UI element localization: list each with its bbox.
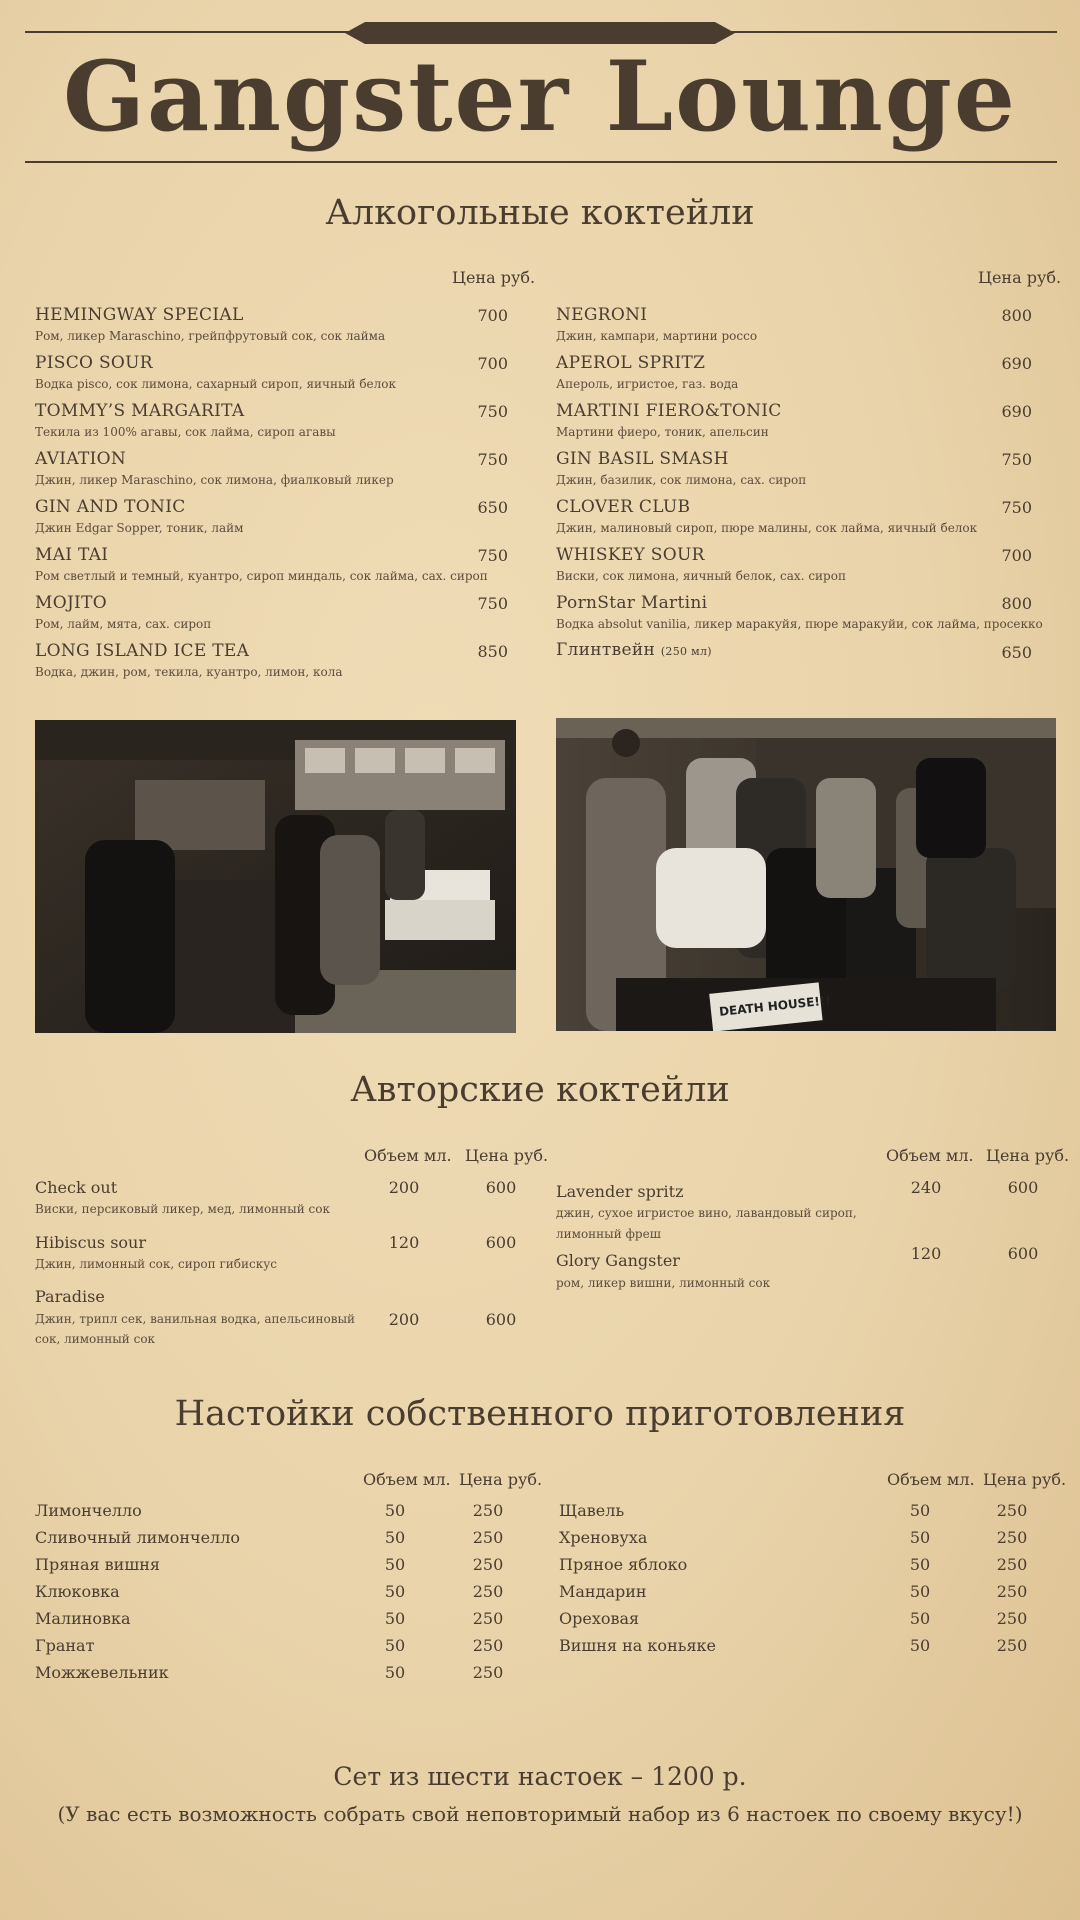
- menu-item-price: 690: [1001, 402, 1032, 421]
- menu-item-name: GIN BASIL SMASH: [556, 449, 729, 469]
- tincture-volume: 50: [909, 1501, 931, 1520]
- tincture-volume: 50: [384, 1663, 406, 1682]
- menu-item-price: 700: [477, 354, 508, 373]
- menu-item-desc: Водка, джин, ром, текила, куантро, лимон, кола: [35, 665, 343, 679]
- tincture-name: Вишня на коньяке: [559, 1636, 716, 1655]
- tincture-price: 250: [996, 1609, 1028, 1628]
- menu-item-name: PornStar Martini: [556, 593, 708, 613]
- menu-item-name: WHISKEY SOUR: [556, 545, 705, 565]
- tincture-name: Пряная вишня: [35, 1555, 160, 1574]
- menu-item-name: LONG ISLAND ICE TEA: [35, 641, 250, 661]
- mulled-wine-volume: (250 мл): [660, 645, 712, 658]
- price-header-right: Цена руб.: [986, 1146, 1070, 1165]
- menu-item-name: MARTINI FIERO&TONIC: [556, 401, 782, 421]
- newspaper-headline: DEATH HOUSE!!!: [718, 993, 832, 1019]
- volume-header-right: Объем мл.: [887, 1470, 975, 1489]
- menu-item-name: Lavender spritz: [556, 1182, 684, 1201]
- menu-item-desc: джин, сухое игристое вино, лавандовый сироп,: [556, 1206, 857, 1220]
- menu-item-desc: Ром, ликер Maraschino, грейпфрутовый сок, сок лайма: [35, 329, 386, 343]
- menu-item-desc: сок, лимонный сок: [35, 1332, 156, 1346]
- menu-item-desc: Виски, персиковый ликер, мед, лимонный сок: [35, 1202, 330, 1216]
- tincture-price: 250: [996, 1636, 1028, 1655]
- menu-item-desc: Водка pisco, сок лимона, сахарный сироп, яичный белок: [35, 377, 397, 391]
- menu-item-name: AVIATION: [35, 449, 127, 469]
- tincture-name: Сливочный лимончелло: [35, 1528, 241, 1547]
- price-header-left: Цена руб.: [465, 1146, 549, 1165]
- menu-item-desc: Текила из 100% агавы, сок лайма, сироп агавы: [35, 425, 336, 439]
- tincture-name: Щавель: [559, 1501, 625, 1520]
- set-offer-note: (У вас есть возможность собрать свой неповторимый набор из 6 настоек по своему вкусу!): [57, 1802, 1023, 1826]
- menu-item-name: Check out: [35, 1178, 118, 1197]
- menu-item-name: MOJITO: [35, 593, 107, 613]
- menu-item-desc: Водка absolut vanilia, ликер маракуйя, пюре маракуйи, сок лайма, просекко: [556, 617, 1043, 631]
- tincture-price: 250: [472, 1609, 504, 1628]
- menu-item-desc: ром, ликер вишни, лимонный сок: [556, 1276, 771, 1290]
- menu-item-price: 800: [1001, 306, 1032, 325]
- menu-item-name: Glory Gangster: [556, 1251, 680, 1270]
- tincture-name: Можжевельник: [35, 1663, 169, 1682]
- price-header-left: Цена руб.: [459, 1470, 543, 1489]
- tincture-volume: 50: [384, 1636, 406, 1655]
- menu-item-desc: лимонный фреш: [556, 1227, 661, 1241]
- menu-item-volume: 200: [388, 1310, 420, 1329]
- header-bottom-rule: [25, 161, 1057, 163]
- menu-item-desc: Джин, кампари, мартини россо: [556, 329, 758, 343]
- volume-header-left: Объем мл.: [364, 1146, 452, 1165]
- tincture-name: Пряное яблоко: [559, 1555, 688, 1574]
- menu-item-name: HEMINGWAY SPECIAL: [35, 305, 244, 325]
- tincture-name: Хреновуха: [559, 1528, 648, 1547]
- tincture-name: Мандарин: [559, 1582, 647, 1601]
- tincture-volume: 50: [909, 1609, 931, 1628]
- menu-item-desc: Джин, лимонный сок, сироп гибискус: [35, 1257, 277, 1271]
- tincture-volume: 50: [384, 1528, 406, 1547]
- menu-item-price: 750: [477, 402, 508, 421]
- menu-item-price: 600: [485, 1233, 517, 1252]
- mulled-wine-name: Глинтвейн: [556, 640, 656, 660]
- tincture-volume: 50: [909, 1555, 931, 1574]
- volume-header-right: Объем мл.: [886, 1146, 974, 1165]
- tincture-volume: 50: [384, 1609, 406, 1628]
- tincture-price: 250: [996, 1501, 1028, 1520]
- menu-item-price: 700: [477, 306, 508, 325]
- menu-item-desc: Джин, малиновый сироп, пюре малины, сок лайма, яичный белок: [556, 521, 978, 535]
- menu-item-desc: Мартини фиеро, тоник, апельсин: [556, 425, 769, 439]
- menu-item-name: Paradise: [35, 1287, 105, 1306]
- menu-item-desc: Виски, сок лимона, яичный белок, сах. сироп: [556, 569, 846, 583]
- menu-item-desc: Ром, лайм, мята, сах. сироп: [35, 617, 212, 631]
- tincture-price: 250: [996, 1528, 1028, 1547]
- menu-item-name: APEROL SPRITZ: [556, 353, 706, 373]
- tincture-name: Клюковка: [35, 1582, 120, 1601]
- tincture-volume: 50: [909, 1528, 931, 1547]
- menu-item-price: 600: [1007, 1178, 1039, 1197]
- menu-item-desc: Ром светлый и темный, куантро, сироп миндаль, сок лайма, сах. сироп: [35, 569, 488, 583]
- menu-item-price: 750: [477, 546, 508, 565]
- tincture-price: 250: [996, 1582, 1028, 1601]
- mulled-wine-price: 650: [1001, 643, 1032, 662]
- menu-item-name: PISCO SOUR: [35, 353, 153, 373]
- menu-item-volume: 200: [388, 1178, 420, 1197]
- menu-item-name: CLOVER CLUB: [556, 497, 691, 517]
- tincture-volume: 50: [384, 1582, 406, 1601]
- menu-item-price: 750: [1001, 450, 1032, 469]
- tincture-name: Малиновка: [35, 1609, 131, 1628]
- menu-item-price: 850: [477, 642, 508, 661]
- tincture-name: Гранат: [35, 1636, 95, 1655]
- menu-item-name: MAI TAI: [35, 545, 109, 565]
- menu-item-price: 750: [1001, 498, 1032, 517]
- menu-item-desc: Джин, ликер Maraschino, сок лимона, фиалковый ликер: [35, 473, 394, 487]
- tincture-price: 250: [472, 1501, 504, 1520]
- menu-item-desc: Джин, базилик, сок лимона, сах. сироп: [556, 473, 807, 487]
- tincture-volume: 50: [909, 1582, 931, 1601]
- set-offer: Сет из шести настоек – 1200 р.: [333, 1762, 747, 1791]
- menu-item-name: TOMMY’S MARGARITA: [35, 401, 245, 421]
- menu-item-volume: 120: [910, 1244, 942, 1263]
- menu-item-desc: Апероль, игристое, газ. вода: [556, 377, 739, 391]
- menu-item-volume: 120: [388, 1233, 420, 1252]
- price-header-right: Цена руб.: [978, 268, 1062, 287]
- section-title-alcoholic-cocktails: Алкогольные коктейли: [325, 193, 755, 233]
- tincture-price: 250: [472, 1663, 504, 1682]
- menu-item-price: 600: [485, 1310, 517, 1329]
- menu-item-desc: Джин, трипл сек, ванильная водка, апельсиновый: [35, 1312, 356, 1326]
- menu-item-name: NEGRONI: [556, 305, 648, 325]
- menu-item-price: 690: [1001, 354, 1032, 373]
- menu-item-name: Hibiscus sour: [35, 1233, 146, 1252]
- menu-item-price: 600: [1007, 1244, 1039, 1263]
- price-header-right: Цена руб.: [983, 1470, 1067, 1489]
- menu-item-price: 600: [485, 1178, 517, 1197]
- menu-item-price: 700: [1001, 546, 1032, 565]
- menu-item-desc: Джин Edgar Sopper, тоник, лайм: [35, 521, 244, 535]
- tincture-volume: 50: [909, 1636, 931, 1655]
- bar-photo: [35, 720, 516, 1033]
- menu-item-name: GIN AND TONIC: [35, 497, 186, 517]
- gangsters-group-photo: [556, 718, 1056, 1031]
- section-title-house-tinctures: Настойки собственного приготовления: [174, 1394, 906, 1434]
- menu-item-price: 800: [1001, 594, 1032, 613]
- tincture-price: 250: [472, 1528, 504, 1547]
- tincture-price: 250: [472, 1582, 504, 1601]
- section-title-signature-cocktails: Авторские коктейли: [350, 1070, 730, 1110]
- price-header-left: Цена руб.: [452, 268, 536, 287]
- tincture-volume: 50: [384, 1501, 406, 1520]
- tincture-price: 250: [472, 1636, 504, 1655]
- menu-item-price: 750: [477, 450, 508, 469]
- page-title: Gangster Lounge: [63, 40, 1017, 153]
- menu-item-price: 650: [477, 498, 508, 517]
- tincture-price: 250: [996, 1555, 1028, 1574]
- menu-item-name: [556, 640, 712, 660]
- tincture-name: Лимончелло: [35, 1501, 142, 1520]
- volume-header-left: Объем мл.: [363, 1470, 451, 1489]
- menu-item-volume: 240: [910, 1178, 942, 1197]
- tincture-volume: 50: [384, 1555, 406, 1574]
- tincture-name: Ореховая: [559, 1609, 640, 1628]
- menu-item-price: 750: [477, 594, 508, 613]
- tincture-price: 250: [472, 1555, 504, 1574]
